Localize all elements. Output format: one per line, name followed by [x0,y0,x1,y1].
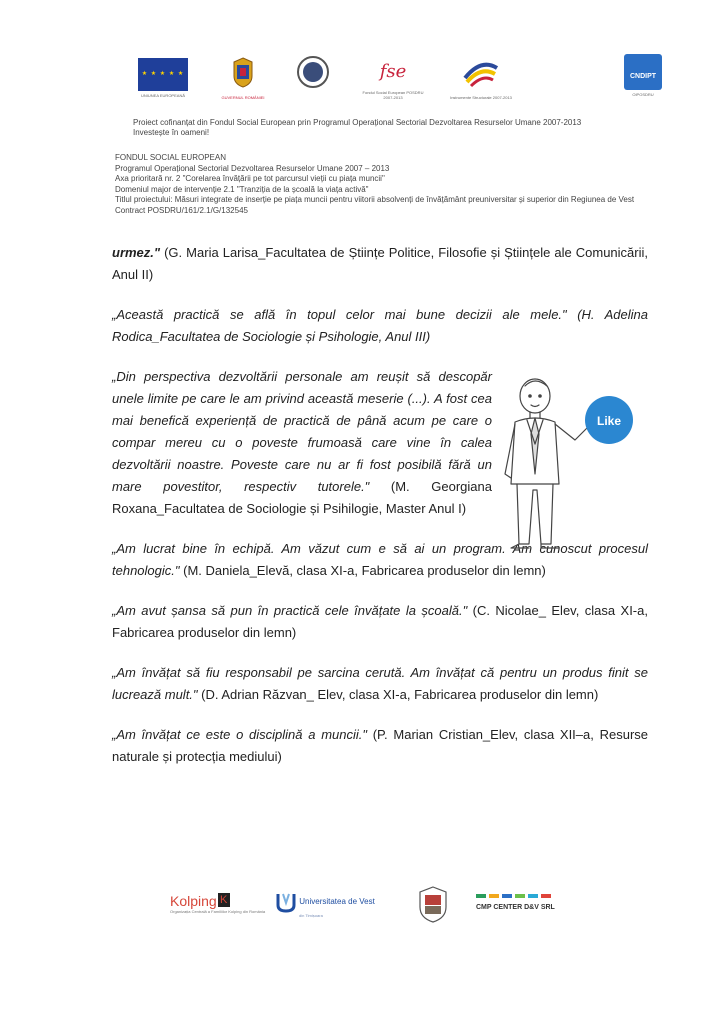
cmp-logo [476,893,555,911]
cofinancing-header [133,118,581,138]
project-info [115,153,675,216]
fse-mark: fse [379,61,407,82]
eu-logo [133,58,193,98]
gov-logo [218,56,268,100]
eu-flag-icon: ★ ★ ★ ★ ★ [138,58,188,91]
gov-caption: GUVERNUL ROMÂNIEI [221,95,265,100]
testimonial: „Am învățat ce este o disciplină a muncii." (P. Marian Cristian_Elev, clasa XII–a, Resurse naturale și protecția mediului) [112,727,649,764]
bottom-logo-strip [170,885,570,925]
fse-logo [358,56,428,100]
romanian-crest-icon [232,56,254,88]
school-crest-icon [418,885,448,923]
uvt-subtitle: din Timișoara [299,913,323,918]
testimonial: „Am lucrat bine în echipă. Am văzut cum e să ai un program. Am cunoscut procesul tehnologic." (M. Daniela_Elevă, clasa XI-a, Fabricarea produselor din lemn) [112,541,648,578]
cmp-name: CMP CENTER D&V SRL [476,904,555,911]
cmp-bars-icon [476,893,555,900]
uvt-name: Universitatea de Vest [299,897,375,907]
uvt-logo [275,891,375,918]
project-title: Titlul proiectului: Măsuri integrate de inserție pe piața muncii pentru viitorii absolvenți de învățământ preuniversitar și superior din Regiunea de Vest [115,195,635,204]
testimonial: „Am învățat să fiu responsabil pe sarcina cerută. Am învățat că pentru un produs finit se lucrează mult." (D. Adrian Răzvan_ Elev, clasa XI-a, Fabricarea produselor din lemn) [112,665,648,702]
like-bubble-label: Like [596,414,622,428]
slogan-line: Investește în oameni! [133,128,210,137]
testimonial: „Am avut șansa să pun în practică cele învățate la școală." (C. Nicolae_ Elev, clasa XI-a, Fabricarea produselor din lemn) [112,603,648,640]
eu-caption: UNIUNEA EUROPEANĂ [140,93,185,98]
is-caption: Instrumente Structurale 2007-2013 [450,95,512,100]
cndipt-logo [618,54,668,97]
kolping-logo [170,893,265,914]
testimonial: urmez." (G. Maria Larisa_Facultatea de Științe Politice, Filosofie și Științele ale Comunicării, Anul II) [112,245,648,282]
ministry-seal [293,56,333,88]
cndipt-label: CNDIPT [624,54,662,90]
cofinancing-line: Proiect cofinanțat din Fondul Social European prin Programul Operațional Sectorial Dezvoltarea Resurselor Umane 2007-2013 [133,118,582,127]
contract-number: Contract POSDRU/161/2.1/G/132545 [115,205,248,215]
structural-instruments-icon [461,56,501,88]
testimonial: „Din perspectiva dezvoltării personale am reușit să descopăr unele limite pe care le am privind această meserie (...). A fost cea mai benefică experiență de practică de până acum pe care o compar mereu cu o poveste frumoasă care vine în calea dezvoltării noastre. Poveste care nu ar fi fost posibilă fără un mare povestitor, respectiv tutorele." (M. Georgiana Roxana_Facultatea de Sociologie și Psihilogie, Master Anul I) [112,369,492,516]
testimonial: „Această practică se află în topul celor mai bune decizii ale mele." (H. Adelina Rodica_Facultatea de Sociologie și Psihologie, Anul III) [112,307,648,344]
program-name: Programul Operațional Sectorial Dezvoltarea Resurselor Umane 2007 – 2013 [115,163,390,173]
kolping-mark-icon: K [218,893,230,907]
priority-axis: Axa prioritară nr. 2 "Corelarea învățării pe tot parcursul vieții cu piața muncii" [115,174,385,183]
businessman-like-illustration [497,374,637,554]
fund-name: FONDUL SOCIAL EUROPEAN [115,153,226,162]
kolping-subtitle: Organizația Centrală a Familiilor Kolping din România [170,909,266,914]
structural-instruments-logo [446,56,516,100]
intervention-domain: Domeniul major de intervenție 2.1 "Tranziția de la școală la viața activă" [115,184,369,194]
fse-caption: Fondul Social European POSDRU 2007-2013 [362,90,424,100]
kolping-name: Kolping [170,893,217,909]
top-logo-strip [128,50,673,110]
uvt-mark-icon [275,891,297,913]
ministry-seal-icon [297,56,329,88]
cndipt-caption: OIPOSDRU [632,92,654,97]
